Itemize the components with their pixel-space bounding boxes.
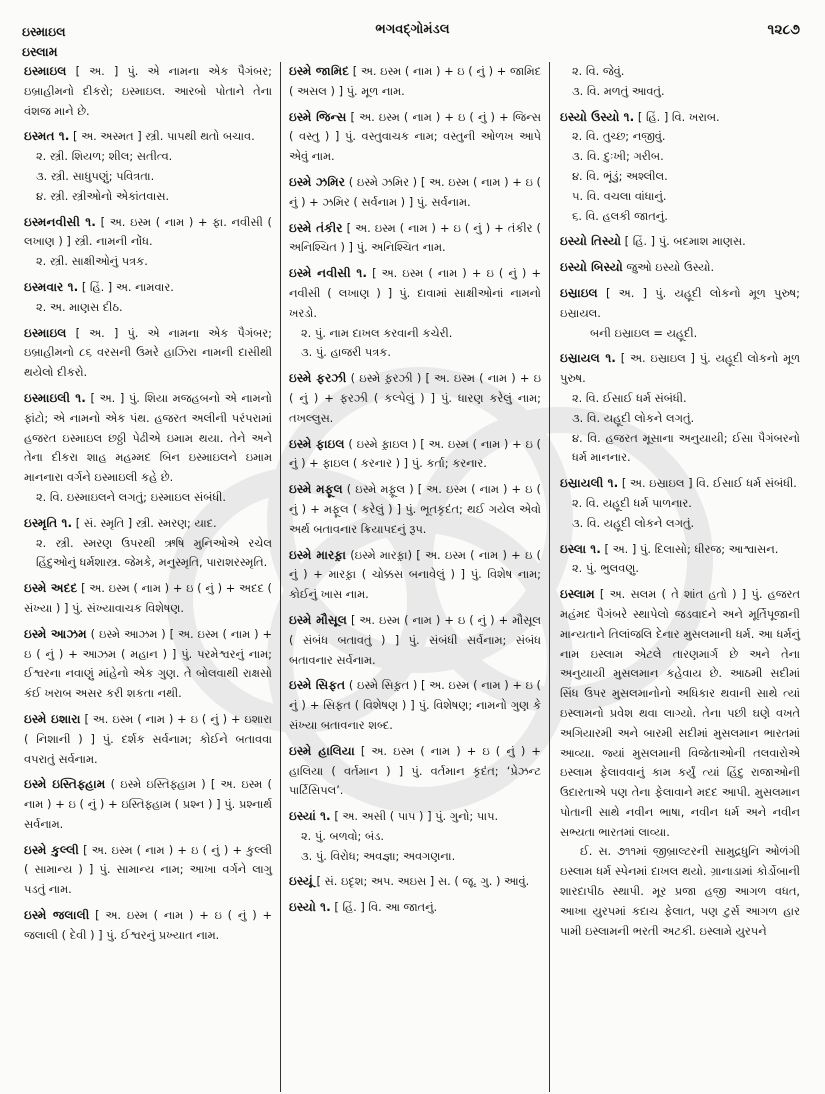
headword: ઇસ્મે મારફ઼ા [289,547,346,562]
definition: ( ઇસ્મે ફ઼રઝી ) [ અ. ઇસ્મ ( નામ ) + ઇ ( નું ) + ફરઝી ( કલ્પેલું ) ] પું. ધારણ કરેલું નામ; તખલ્લુસ. [289,371,541,425]
dictionary-entry [560,232,800,252]
headword: ઇસ્મે તંકીર [289,220,343,235]
headword: ઇસ્મે ઇશારા [24,711,81,726]
sense: ૨. પું. બળવો; બંડ. [301,828,385,843]
headword: ઇસ્મે અદદ [24,581,78,596]
dictionary-entry [289,219,541,259]
headword: ઇસ્મે ફાઇલ [289,436,345,451]
dictionary-entry [289,898,541,918]
definition: [ અ. ] પું. યહૂદી લોકનો મૂળ પુરુષ; ઇસ્રાયલ. [560,285,800,320]
headword: ઇસ્મે મૌસૂલ [289,612,347,627]
headword: ઇસ્રાઇલ [560,285,598,300]
definition: ( ઇસ્મે મફ઼ૂલ ) [ અ. ઇસ્મ ( નામ ) + ઇ ( નું ) + મફૂલ ( કરેલું ) ] પું. ભૂતકૃદંત; થઈ ગયેલ એવો અર્થ બતાવનાર ક્રિયાપદનું રૂપ. [289,482,541,536]
guide-word-last: ઇસ્લામ [22,44,58,59]
dictionary-entry [560,540,800,580]
sense: ૨. સ્ત્રી. સ્મરણ ઉપરથી ઋષિ મુનિઓએ રચેલ હિંદુઓનું ધર્મશાસ્ત્ર. જેમકે, મનુસ્મૃતિ, પારાશરસ્મૃતિ. [36,535,272,570]
headword: ઇસ્યો ૧. [289,900,331,915]
definition: જુઓ ઇસ્યો ઉસ્યો. [626,260,715,275]
dictionary-entry [560,284,800,343]
column-left [18,62,280,1092]
dictionary-columns [18,62,808,1092]
headword: ઇસ્મે આઝમ [24,626,87,641]
sense: ૨. પું. નામ દાખલ કરવાની કચેરી. [301,325,453,340]
page-number: ૧૨૮૭ [767,22,800,38]
headword: ઇસ્મે જિન્સ [289,109,347,124]
column-right [550,62,808,1092]
sense: ૩. વિ. દુઃખી; ગરીબ. [572,149,664,164]
definition: [ અ. ઇસ્મ ( નામ ) + ઇ ( નું ) + તંકીર ( અનિશ્ચિત ) ] પું. અનિશ્ચિત નામ. [289,220,541,255]
dictionary-entry [289,108,541,167]
definition: ( ઇસ્મે ઝમિર ) [ અ. ઇસ્મ ( નામ ) + ઇ ( નું ) + ઝમિર ( સર્વનામ ) ] પું. સર્વનામ. [289,174,541,209]
dictionary-entry [289,435,541,475]
sense: ૨. અ. માણસ દીઠ. [36,299,123,314]
headword: ઇસ્મે ઇસ્તિફ્હામ [24,777,106,792]
headword: ઇસ્માઇલ [24,64,67,78]
dictionary-entry [24,710,272,769]
sense: ૨. વિ. ઈસાઈ ધર્મ સંબંધી. [572,390,687,405]
headword: ઇસ્યાં ૧. [289,809,331,824]
dictionary-entry [289,546,541,605]
headword: ઇસ્યો તિસ્યો [560,234,622,249]
definition: (ઇસ્મે મારફ઼ા) [ અ. ઇસ્મ ( નામ ) + ઇ ( નું ) + મારફ઼ા ( ચોક્કસ બનાવેલું ) ] પું. વિશેષ નામ; કોઈનું ખાસ નામ. [289,547,542,602]
dictionary-entry [289,676,541,735]
definition: [ અ. ] પું. દિલાસો; ધીરજ; આશ્વાસન. [604,541,779,556]
sense: ૪. વિ. ભૂંડું; અશ્લીલ. [572,168,668,183]
sense: ૫. વિ. વચલા વાંધાનું. [572,188,667,203]
dictionary-entry [289,369,541,428]
sense: ૬. વિ. હલકી જાતનું. [572,208,668,223]
dictionary-entry [24,906,272,946]
definition: ( ઇસ્મે આઝમ ) [ અ. ઇસ્મ ( નામ ) + ઇ ( નું ) + આઝમ ( મહાન ) ] પું. પરમેશ્વરનું નામ; ઈશ્વરના નવાણું માંહેનો એક ગુણ. તે બોલવાથી રાક્ષસો કંઈ ખરાબ અસર કરી શકતા નથી. [24,626,272,701]
dictionary-entry [560,349,800,468]
definition: [ અ. અસી ( પાપ ) ] પું. ગુનો; પાપ. [334,809,499,824]
dictionary-entry [289,173,541,213]
dictionary-entry [24,841,272,900]
dictionary-entry [560,474,800,533]
dictionary-entry [560,258,800,278]
headword: ઇસ્મૃતિ ૧. [24,515,73,530]
dictionary-entry [289,872,541,892]
definition: [ અ. ઇસ્રાઇલ ] પું. યહૂદી લોકનો મૂળ પુરુષ. [560,351,800,386]
headword: ઇસ્લા ૧. [560,541,601,556]
dictionary-entry [289,62,541,102]
dictionary-entry [24,213,272,272]
definition: [ હિં. ] અ. નામવાર. [81,279,174,294]
definition: ( ઇસ્મે સિફ઼ત ) [ અ. ઇસ્મ ( નામ ) + ઇ ( નું ) + સિફત ( વિશેષણ ) ] પું. વિશેષણ; નામનો ગુણ કે સંખ્યા બતાવનાર શબ્દ. [289,678,541,732]
sense: ૨. પું. ભુલવણુ. [572,561,639,576]
dictionary-entry [24,324,272,383]
sense: ૪. સ્ત્રી. સ્ત્રીઓનો એકાંતવાસ. [36,188,170,203]
page-title: ભગવદ્ગોમંડલ [375,22,450,37]
definition: [ અ. ઇસ્મ ( નામ ) + ઇ ( નું ) + મૌસૂલ ( સંબંધ બતાવતું ) ] પું. સંબંધી સર્વનામ; સંબંધ બતાવનાર સર્વનામ. [289,612,541,667]
sense: ૩. પું. હાજરી પત્રક. [301,345,391,360]
definition: ( ઇસ્મે ફ઼ાઇલ ) [ અ. ઇસ્મ ( નામ ) + ઇ ( નું ) + ફાઇલ ( કરનાર ) ] પું. કર્તા; કરનાર. [289,436,541,471]
headword: ઇસ્મે જામિદ [289,64,350,78]
headword: ઇસ્મે સિફત [289,678,346,693]
sense: ૩. સ્ત્રી. સાધુપણું; પવિત્રતા. [36,168,155,183]
dictionary-entry [560,585,800,941]
definition-paragraph: ઈ. સ. ૭૧૧માં જીબ્રાલ્ટરની સામુદ્રધુનિ ઓળંગી ઇસ્લામ ધર્મ સ્પેનમાં દાખલ થયો. ગ્રાનાડામાં કોર્ડોબાની શારદાપીઠ સ્થાપી. મૂર પ્રજા હજી આગળ વધત, આખા યુરપમાં કદાચ ફેલાત, પણ ટુર્સ આગળ હાર પામી ઇસ્લામની ભરતી અટકી. ઇસ્લામે યુરપને [560,844,800,938]
definition: [ અ. ઇસ્મ ( નામ ) + ઇ ( નું ) + કુલ્લી ( સામાન્ય ) ] પું. સામાન્ય નામ; આખા વર્ગને લાગુ પડતું નામ. [24,842,272,897]
sense: ૨. વિ. યહૂદી ધર્મ પાળનાર. [572,495,692,510]
sense: ૨. સ્ત્રી. સાક્ષીઓનું પત્રક. [36,254,148,269]
definition: [ અ. ઇસ્મ ( નામ ) + ઇ ( નું ) + જિન્સ ( વસ્તુ ) ] પું. વસ્તુવાચક નામ; વસ્તુની ઓળખ આપે એવું નામ. [289,109,541,164]
sense: ૨. વિ. તુચ્છ; નજીવું. [572,129,666,144]
column-middle [280,62,550,1092]
definition: [ અ. ઇસ્મ ( નામ ) + ઇ ( નું ) + જામિદ ( અસલ ) ] પું. મૂળ નામ. [289,64,542,98]
definition: [ અ. ઇસ્મ ( નામ ) + ઇ ( નું ) + હાલિયા ( વર્તમાન ) ] પું. વર્તમાન કૃદંત; ‘પ્રેઝન્ટ પાર્ટિસિપલ’. [289,743,541,798]
sense: ૨. વિ. જેવું. [572,64,625,78]
dictionary-entry [289,807,541,866]
dictionary-entry [24,514,272,573]
sense: ૩. વિ. યહૂદી લોકને લગતું. [572,410,695,425]
headword: ઇસ્લામ [560,587,595,602]
guide-word-first: ઇસ્માઇલ [22,24,66,39]
dictionary-entry [24,775,272,834]
dictionary-entry [289,611,541,670]
definition: [ અ. ] પું. એ નામના એક પૈગંબર; ઇબ્રાહીમનો ૮૬ વરસની ઉમરે હાઝિરા નામની દાસીથી થયેલો દીકરો. [24,325,273,380]
sense: ૩. વિ. યહૂદી લોકને લગતું. [572,515,695,530]
headword: ઇસ્મે નવીસી ૧. [289,266,367,281]
headword: ઇસ્મવાર ૧. [24,279,79,294]
dictionary-entry [24,579,272,619]
dictionary-entry [560,108,800,227]
definition: [ અ. ] પું. શિયા મજહબનો એ નામનો ફાંટો; એ નામનો એક પંથ. હજરત અલીની પરંપરામાં હજરત ઇસ્માઇલ છઠ્ઠી પેઢીએ ઇમામ થયા. તેને અને તેના દીકરા શાહ મહમ્મદ બિન ઇસ્માઇલને ઇમામ માનનારા વર્ગને ઇસ્માઇલી કહે છે. [24,390,272,485]
definition: [ અ. ઇસ્મ ( નામ ) + ફા. નવીસી ( લખાણ ) ] સ્ત્રી. નામની નોંધ. [24,214,272,249]
dictionary-entry [24,278,272,318]
definition: [ હિં. ] પું. બદમાશ માણસ. [624,234,746,249]
sense: ૨. સ્ત્રી. શિયળ; શીલ; સતીત્વ. [36,149,173,164]
definition: [ સં. સ્મૃતિ ] સ્ત્રી. સ્મરણ; યાદ. [75,515,217,530]
definition: [ અ. ઇસ્મ ( નામ ) + ઇ ( નું ) + નવીસી ( લખાણ ) ] પું. દાવામાં સાક્ષીઓનાં નામનો ખરડો. [289,266,541,320]
headword: ઇસ્યો ઉસ્યો ૧. [560,109,635,124]
headword: ઇસ્રાયલ ૧. [560,351,616,366]
headword: ઇસ્મે કુલ્લી [24,842,79,857]
headword: ઇસ્રાયલી ૧. [560,476,619,491]
dictionary-entry [289,742,541,801]
definition: [ અ. ઇસ્મ ( નામ ) + ઇ ( નું ) + જલાલી ( દેવી ) ] પું. ઈશ્વરનું પ્રખ્યાત નામ. [24,908,272,942]
sense: ૨. વિ. ઇસ્માઇલને લગતું; ઇસ્માઇલ સંબંધી. [36,489,227,504]
headword: ઇસ્મે ફરઝી [289,371,347,386]
definition: [ અ. ઇસ્મ ( નામ ) + ઇ ( નું ) + ઇશારા ( નિશાની ) ] પું. દર્શક સર્વનામ; કોઈને બતાવવા વપરાતું સર્વનામ. [24,711,272,766]
dictionary-entry [24,127,272,206]
dictionary-entry [24,62,272,121]
headword: ઇસ્યૂં [289,874,313,889]
dictionary-entry [560,62,800,102]
usage-note: બની ઇસ્રાઇલ = યહૂદી. [590,325,698,340]
headword: ઇસ્મે જલાલી [24,908,90,923]
headword: ઇસ્યો બિસ્યો [560,260,623,275]
headword: ઇસ્માઇલી ૧. [24,390,86,405]
page-header [0,22,825,62]
dictionary-entry [289,264,541,363]
definition: [ અ. સલમ ( તે શાંત હતો ) ] પું. હજરત મહંમદ પૈગંબરે સ્થાપેલો જડવાદને અને મૂર્તિપૂજાની માન્યતાને તિલાંજલિ દેનાર મુસલમાની ધર્મ. આ ધર્મનું નામ ઇસ્લામ એટલે તારણમાર્ગ છે અને તેના અનુયાયી મુસલમાન કહેવાય છે. આઠમી સદીમાં સિંધ ઉપર મુસલમાનોનો અધિકાર થવાની સાથે ત્યાં ઇસ્લામનો પ્રવેશ થવા લાગ્યો. તેના પછી ઘણે વખતે અગિયારમી અને બારમી સદીમાં મુસલમાન ભારતમાં આવ્યા. જ્યાં મુસલમાની વિજેતાઓની તલવારોએ ઇસ્લામ ફેલાવવાનું કામ કર્યું ત્યાં હિંદુ રાજાઓની ઉદારતાએ પણ તેના ફેલાવાને મદદ આપી. મુસલમાન પોતાની સાથે નવીન ભાષા, નવીન ધર્મ અને નવીન સભ્યતા ભારતમાં લાવ્યા. [560,587,800,839]
dictionary-entry [24,625,272,704]
sense: ૩. વિ. મળતું આવતું. [572,83,665,98]
sense: ૪. વિ. હજરત મૂસાના અનુયાયી; ઈસા પૈગંબરનો ધર્મ માનનાર. [572,430,800,465]
headword: ઇસ્માઇલ [24,325,67,340]
headword: ઇસ્મત ૧. [24,129,70,144]
definition: [ અ. ઇસ્રાઇલ ] વિ. ઈસાઈ ધર્મ સંબંધી. [621,476,797,491]
headword: ઇસ્મનવીસી ૧. [24,214,96,229]
definition: ( ઇસ્મે ઇસ્તિફ્હામ ) [ અ. ઇસ્મ ( નામ ) + ઇ ( નું ) + ઇસ્તિફ્હામ ( પ્રશ્ન ) ] પું. પ્રશ્નાર્થ સર્વનામ. [24,777,272,831]
sense: ૩. પું. વિરોધ; અવજ્ઞા; અવગણના. [301,848,456,863]
definition: [ અ. ઇસ્મ ( નામ ) + ઇ ( નું ) + અદદ ( સંખ્યા ) ] પું. સંખ્યાવાચક વિશેષણ. [24,581,272,615]
definition: [ સં. ઇદૃશ; અપ. અઇસ ] સ. ( જૂ. ગુ. ) આવું. [316,874,530,889]
dictionary-entry [289,480,541,539]
definition: [ હિં. ] વિ. આ જાતનું. [334,900,438,915]
definition: [ હિં. ] વિ. ખરાબ. [637,109,720,124]
headword: ઇસ્મે ઝમિર [289,174,346,189]
definition: [ અ. અસ્મત ] સ્ત્રી. પાપથી થતો બચાવ. [73,129,255,144]
dictionary-entry [24,389,272,508]
headword: ઇસ્મે મફૂલ [289,482,343,497]
headword: ઇસ્મે હાલિયા [289,743,355,758]
definition: [ અ. ] પું. એ નામના એક પૈગંબર; ઇબ્રાહીમનો દીકરો; ઇસ્માઇલ. આરબો પોતાને તેના વંશજ માને છે. [24,64,273,118]
